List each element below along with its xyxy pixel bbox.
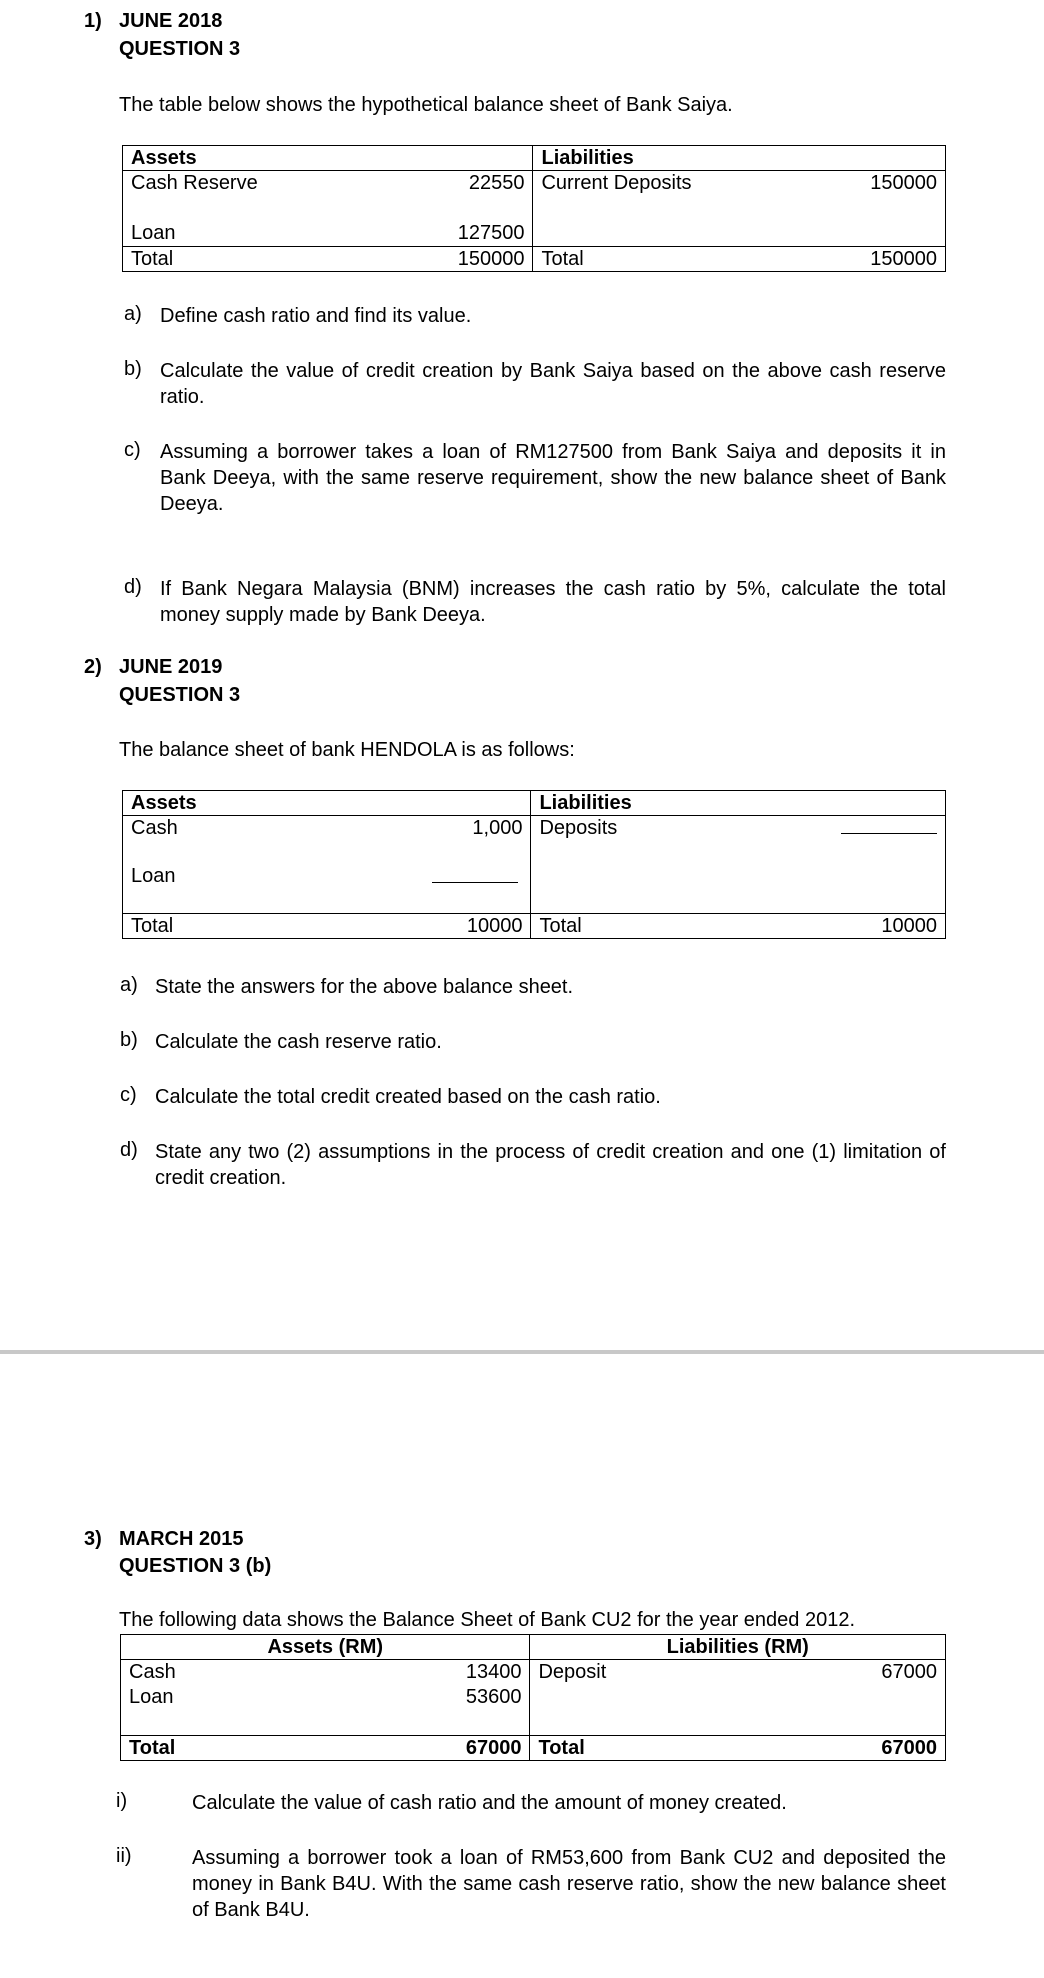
q1-assets-header: Assets xyxy=(123,146,533,171)
q1-loan-label: Loan xyxy=(131,221,176,244)
table-cell xyxy=(530,1660,946,1736)
q3-session: MARCH 2015 xyxy=(119,1528,244,1550)
table-cell xyxy=(531,914,946,939)
q2-balance-sheet xyxy=(122,790,946,939)
q2-part-a-text: State the answers for the above balance sheet. xyxy=(155,976,574,998)
q1-part-d-label: d) xyxy=(124,576,142,598)
table-cell xyxy=(121,1660,530,1736)
q1-part-c-label: c) xyxy=(124,439,141,461)
q3-question-heading: QUESTION 3 (b) xyxy=(119,1555,272,1577)
table-cell xyxy=(123,171,533,221)
q1-part-c-text: Assuming a borrower takes a loan of RM127500 from Bank Saiya and deposits it in Bank Deeya, with the same reserve requirement, show the new balance sheet of Bank Deeya. xyxy=(160,441,946,515)
q1-current-deposits-label: Current Deposits xyxy=(541,172,692,194)
q3-part-ii-text: Assuming a borrower took a loan of RM53,600 from Bank CU2 and deposited the money in Bank B4U. With the same cash reserve ratio, show the new balance sheet of Bank B4U. xyxy=(192,1847,946,1921)
table-cell xyxy=(530,1736,946,1761)
q3-liabilities-header: Liabilities (RM) xyxy=(530,1635,946,1660)
q3-assets-header: Assets (RM) xyxy=(121,1635,530,1660)
table-cell xyxy=(533,221,946,247)
q2-assets-header: Assets xyxy=(123,791,531,816)
q3-part-i-text: Calculate the value of cash ratio and the amount of money created. xyxy=(192,1792,787,1814)
q2-total-assets: 10000 xyxy=(466,915,523,937)
q1-loan-value: 127500 xyxy=(457,221,525,244)
q1-part-a-label: a) xyxy=(124,303,142,325)
table-cell xyxy=(123,816,531,914)
q1-part-a-text: Define cash ratio and find its value. xyxy=(160,305,472,327)
q2-part-c-label: c) xyxy=(120,1084,137,1106)
q2-part-b-text: Calculate the cash reserve ratio. xyxy=(155,1031,442,1053)
q1-part-b-label: b) xyxy=(124,358,142,380)
q1-cash-reserve-value: 22550 xyxy=(468,172,525,194)
q1-total-assets: 150000 xyxy=(457,247,525,270)
q2-number: 2) xyxy=(84,656,102,678)
q1-liabilities-header: Liabilities xyxy=(533,146,946,171)
q1-part-d-text: If Bank Negara Malaysia (BNM) increases the cash ratio by 5%, calculate the total money supply made by Bank Deeya. xyxy=(160,578,946,626)
q2-part-d-label: d) xyxy=(120,1139,138,1161)
q1-balance-sheet xyxy=(122,145,946,272)
q2-question-heading: QUESTION 3 xyxy=(119,684,241,706)
q2-liabilities-header: Liabilities xyxy=(531,791,946,816)
q3-total-label: Total xyxy=(129,1737,176,1759)
q2-session: JUNE 2019 xyxy=(119,656,223,678)
q2-part-b-label: b) xyxy=(120,1029,138,1051)
q3-total-assets: 67000 xyxy=(465,1737,522,1759)
q1-part-b-text: Calculate the value of credit creation by Bank Saiya based on the above cash reserve ratio. xyxy=(160,360,946,408)
page-divider xyxy=(0,1350,1044,1354)
q3-number: 3) xyxy=(84,1528,102,1550)
table-cell xyxy=(531,816,946,914)
q3-loan-label: Loan xyxy=(129,1686,174,1708)
q3-loan-value: 53600 xyxy=(465,1686,522,1708)
q3-cash-label: Cash xyxy=(129,1661,176,1683)
q3-deposit-value: 67000 xyxy=(881,1661,937,1683)
q3-part-i-label: i) xyxy=(116,1790,128,1812)
q1-question-heading: QUESTION 3 xyxy=(119,38,241,60)
q1-total-liab-label: Total xyxy=(541,247,584,270)
q2-part-d-text: State any two (2) assumptions in the process of credit creation and one (1) limitation of credit creation. xyxy=(155,1141,946,1189)
q2-total-liabilities: 10000 xyxy=(881,915,937,937)
q1-session: JUNE 2018 xyxy=(119,10,223,32)
q1-total-label: Total xyxy=(131,247,174,270)
q3-intro: The following data shows the Balance Sheet of Bank CU2 for the year ended 2012. xyxy=(119,1609,856,1631)
q3-cash-value: 13400 xyxy=(465,1661,522,1683)
table-cell xyxy=(123,246,533,271)
table-cell xyxy=(533,246,946,271)
q2-loan-label: Loan xyxy=(131,865,176,887)
q1-total-liabilities: 150000 xyxy=(870,247,937,270)
q2-loan-blank xyxy=(432,868,518,883)
q2-cash-label: Cash xyxy=(131,817,178,839)
q1-number: 1) xyxy=(84,10,102,32)
table-cell xyxy=(123,221,533,247)
q2-deposits-blank xyxy=(841,819,937,834)
q3-part-ii-label: ii) xyxy=(116,1845,132,1867)
q2-deposits-label: Deposits xyxy=(539,817,618,839)
q3-total-liab-label: Total xyxy=(538,1737,585,1759)
q3-total-liabilities: 67000 xyxy=(881,1737,937,1759)
q3-balance-sheet xyxy=(120,1634,946,1761)
q2-part-a-label: a) xyxy=(120,974,138,996)
q2-part-c-text: Calculate the total credit created based on the cash ratio. xyxy=(155,1086,661,1108)
q2-total-label: Total xyxy=(131,915,174,937)
q1-cash-reserve-label: Cash Reserve xyxy=(131,172,258,194)
q3-deposit-label: Deposit xyxy=(538,1661,607,1683)
q2-total-liab-label: Total xyxy=(539,915,582,937)
table-cell xyxy=(121,1736,530,1761)
table-cell xyxy=(123,914,531,939)
q1-intro: The table below shows the hypothetical balance sheet of Bank Saiya. xyxy=(119,94,733,116)
q1-current-deposits-value: 150000 xyxy=(870,172,937,194)
table-cell xyxy=(533,171,946,221)
q2-intro: The balance sheet of bank HENDOLA is as follows: xyxy=(119,739,575,761)
q2-cash-value: 1,000 xyxy=(472,817,523,839)
